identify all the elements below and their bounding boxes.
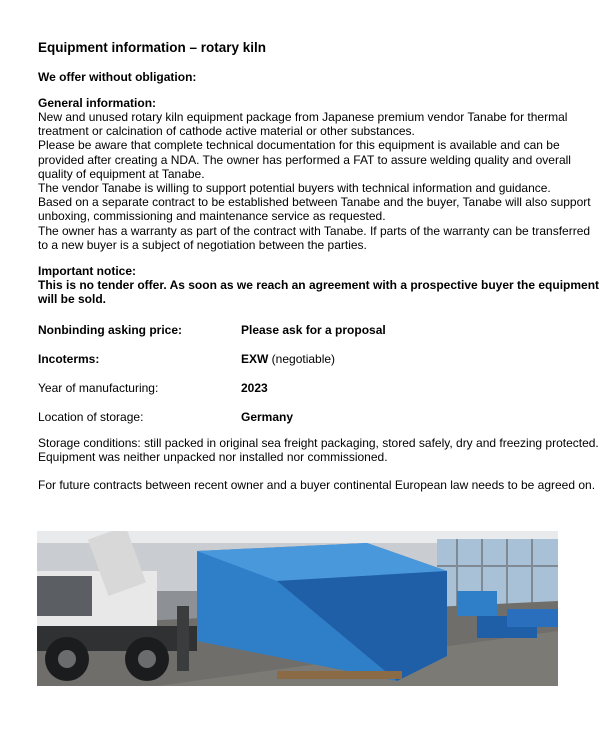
detail-label: Location of storage: xyxy=(38,410,144,425)
general-paragraph: Based on a separate contract to be established between Tanabe and the buyer, Tanabe will also support unboxing, commissioning and maintenance service as requested. xyxy=(38,195,591,224)
law-text: For future contracts between recent owner and a buyer continental European law needs to be agreed on. xyxy=(38,478,596,493)
detail-value: Please ask for a proposal xyxy=(241,323,386,338)
important-notice-heading: Important notice: xyxy=(38,264,136,279)
detail-row-year xyxy=(38,381,600,395)
general-paragraph: New and unused rotary kiln equipment package from Japanese premium vendor Tanabe for thermal treatment or calcination of cathode active material or other substances. xyxy=(38,110,568,139)
equipment-photo-illustration xyxy=(37,531,558,686)
detail-value: 2023 xyxy=(241,381,268,396)
general-information-section xyxy=(38,96,600,252)
detail-row-incoterms xyxy=(38,352,600,366)
detail-row-price xyxy=(38,323,600,337)
detail-label: Incoterms: xyxy=(38,352,100,367)
page-title: Equipment information – rotary kiln xyxy=(38,40,267,55)
detail-label: Year of manufacturing: xyxy=(38,381,159,396)
details-list xyxy=(38,323,600,424)
detail-value: Germany xyxy=(241,410,294,425)
important-notice-text: This is no tender offer. As soon as we reach an agreement with a prospective buyer the equipment will be sold. xyxy=(38,278,600,307)
storage-conditions-text: Storage conditions: still packed in original sea freight packaging, stored safely, dry and freezing protected. Equipment was neither unpacked nor installed nor commissioned. xyxy=(38,436,599,465)
general-paragraph: The owner has a warranty as part of the contract with Tanabe. If parts of the warranty can be transferred to a new buyer is a subject of negotiation between the parties. xyxy=(38,223,591,252)
detail-value-suffix: (negotiable) xyxy=(268,352,336,367)
general-paragraph: The vendor Tanabe is willing to support potential buyers with technical information and guidance. xyxy=(38,181,551,196)
general-information-heading: General information: xyxy=(38,96,157,110)
document-page xyxy=(38,40,600,493)
detail-label: Nonbinding asking price: xyxy=(38,323,183,338)
equipment-photo xyxy=(37,531,558,686)
detail-row-location xyxy=(38,410,600,424)
detail-value: EXW xyxy=(241,352,269,367)
offer-line: We offer without obligation: xyxy=(38,70,197,84)
general-paragraph: Please be aware that complete technical documentation for this equipment is available and can be provided after creating a NDA. The owner has performed a FAT to assure welding quality and overall quality of equipment at Tanabe. xyxy=(38,138,571,181)
important-notice-section xyxy=(38,264,600,306)
